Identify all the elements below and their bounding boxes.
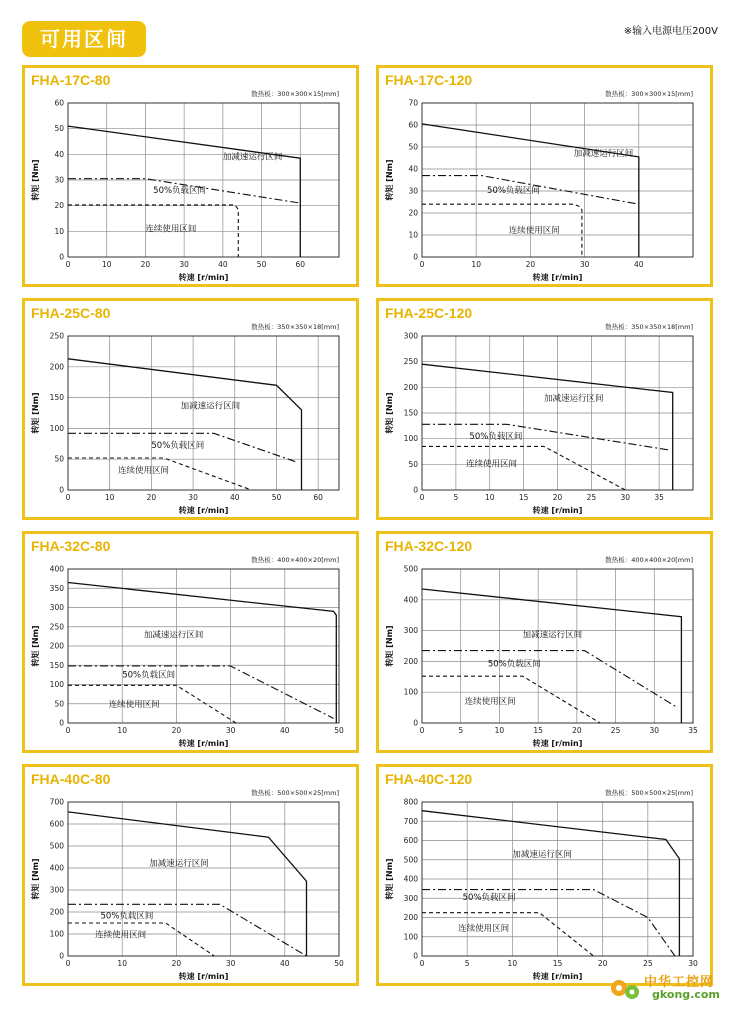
x-tick-label: 0: [419, 260, 425, 269]
y-tick-label: 0: [413, 951, 418, 961]
x-tick-label: 20: [171, 959, 182, 968]
chart-title: FHA-17C-80: [31, 72, 111, 88]
x-tick-label: 50: [334, 726, 344, 735]
region-label: 50%负载区间: [100, 911, 154, 922]
chart-panel: [376, 298, 713, 520]
y-tick-label: 50: [54, 699, 64, 709]
chart-panel: [22, 298, 359, 520]
x-tick-label: 20: [572, 726, 582, 735]
region-label: 加减速运行区间: [522, 630, 583, 641]
y-tick-label: 200: [49, 641, 64, 651]
region-curve-dashed: [422, 913, 594, 956]
chart-svg: [25, 534, 356, 750]
x-tick-label: 0: [65, 493, 71, 502]
x-tick-label: 20: [171, 726, 182, 735]
y-tick-label: 30: [54, 175, 64, 185]
y-axis-label: 转矩 [Nm]: [385, 858, 394, 900]
region-label: 加减速运行区间: [573, 148, 634, 159]
x-tick-label: 10: [117, 959, 127, 968]
x-tick-label: 5: [464, 959, 470, 968]
x-tick-label: 30: [225, 959, 236, 968]
x-tick-label: 10: [117, 726, 127, 735]
heatsink-note: 散热板：400×400×20[mm]: [251, 556, 339, 564]
region-label: 加减速运行区间: [180, 401, 241, 412]
watermark-name: 中华工控网: [644, 975, 715, 990]
y-tick-label: 300: [49, 885, 64, 895]
heatsink-note: 散热板：350×350×18[mm]: [605, 323, 693, 331]
x-tick-label: 0: [419, 959, 425, 968]
y-axis-label: 转矩 [Nm]: [385, 625, 394, 667]
chart-panel: [22, 65, 359, 287]
x-tick-label: 5: [453, 493, 459, 502]
x-tick-label: 30: [649, 726, 660, 735]
y-tick-label: 150: [49, 393, 64, 403]
x-tick-label: 40: [280, 959, 290, 968]
x-tick-label: 15: [552, 959, 563, 968]
x-tick-label: 30: [620, 493, 631, 502]
y-tick-label: 100: [49, 680, 64, 689]
y-axis-label: 转矩 [Nm]: [385, 159, 394, 201]
x-tick-label: 40: [218, 260, 228, 269]
chart-title: FHA-32C-120: [385, 538, 473, 554]
heatsink-note: 散热板：500×500×25[mm]: [605, 789, 693, 797]
y-tick-label: 400: [403, 595, 418, 605]
y-axis-label: 转矩 [Nm]: [31, 392, 40, 434]
region-label: 加减速运行区间: [143, 630, 204, 641]
x-tick-label: 50: [334, 959, 344, 968]
x-axis-label: 转速 [r/min]: [532, 506, 583, 515]
x-tick-label: 30: [688, 959, 698, 968]
x-tick-label: 10: [471, 260, 481, 269]
region-label: 连续使用区间: [145, 224, 197, 235]
region-label: 连续使用区间: [466, 459, 518, 470]
heatsink-note: 散热板：500×500×25[mm]: [251, 789, 339, 797]
chart-svg: [379, 534, 710, 750]
x-tick-label: 10: [507, 959, 518, 968]
x-tick-label: 5: [458, 726, 464, 735]
x-tick-label: 35: [654, 493, 664, 502]
x-axis-label: 转速 [r/min]: [532, 739, 583, 748]
y-tick-label: 60: [54, 98, 64, 108]
y-tick-label: 300: [403, 331, 418, 341]
heatsink-note: 散热板：350×350×18[mm]: [251, 323, 339, 331]
x-tick-label: 25: [586, 493, 597, 502]
y-tick-label: 0: [59, 485, 64, 495]
x-axis-label: 转速 [r/min]: [178, 506, 229, 515]
y-tick-label: 10: [408, 230, 418, 240]
y-tick-label: 800: [403, 797, 418, 807]
y-tick-label: 50: [54, 124, 64, 134]
region-label: 连续使用区间: [464, 696, 516, 707]
y-tick-label: 40: [54, 149, 64, 159]
region-curve-dashdot: [422, 651, 678, 708]
chart-title: FHA-25C-120: [385, 305, 473, 321]
y-tick-label: 0: [413, 718, 418, 728]
region-label: 连续使用区间: [108, 699, 160, 710]
x-tick-label: 0: [419, 493, 425, 502]
x-tick-label: 30: [579, 260, 590, 269]
x-tick-label: 30: [188, 493, 198, 502]
plot-frame: [68, 336, 339, 490]
heatsink-note: 散热板：400×400×20[mm]: [605, 556, 693, 564]
y-tick-label: 40: [408, 164, 418, 174]
y-tick-label: 30: [408, 186, 418, 196]
chart-svg: [379, 301, 710, 517]
region-label: 加减速运行区间: [543, 394, 604, 405]
y-tick-label: 600: [49, 819, 64, 829]
chart-svg: [25, 767, 356, 983]
chart-svg: [379, 767, 710, 983]
plot-frame: [422, 569, 693, 723]
region-label: 连续使用区间: [458, 923, 510, 934]
x-tick-label: 25: [610, 726, 621, 735]
chart-svg: [25, 68, 356, 284]
y-tick-label: 0: [59, 252, 64, 262]
y-tick-label: 100: [403, 434, 418, 444]
region-label: 50%负载区间: [462, 893, 516, 904]
x-tick-label: 10: [104, 493, 115, 502]
x-axis-label: 转速 [r/min]: [178, 739, 229, 748]
y-tick-label: 500: [403, 855, 418, 865]
y-tick-label: 0: [59, 951, 64, 961]
x-tick-label: 0: [65, 260, 71, 269]
y-tick-label: 100: [403, 687, 418, 697]
x-tick-label: 40: [634, 260, 644, 269]
x-axis-label: 转速 [r/min]: [532, 972, 583, 981]
y-tick-label: 50: [408, 459, 418, 469]
y-tick-label: 0: [413, 485, 418, 495]
x-tick-label: 60: [295, 260, 306, 269]
region-label: 加减速运行区间: [222, 152, 283, 163]
x-axis-label: 转速 [r/min]: [178, 273, 229, 282]
chart-svg: [379, 68, 710, 284]
x-tick-label: 20: [552, 493, 563, 502]
chart-panel: [22, 764, 359, 986]
watermark: [608, 971, 740, 1005]
region-label: 加减速运行区间: [149, 859, 209, 870]
chart-panel: [22, 531, 359, 753]
x-tick-label: 25: [643, 959, 653, 968]
x-tick-label: 0: [65, 726, 71, 735]
y-tick-label: 500: [49, 841, 64, 851]
region-label: 加减速运行区间: [512, 849, 572, 860]
y-tick-label: 100: [49, 929, 64, 939]
y-tick-label: 300: [403, 626, 418, 636]
x-tick-label: 30: [179, 260, 189, 269]
y-tick-label: 500: [403, 564, 418, 574]
x-tick-label: 10: [101, 260, 112, 269]
chart-title: FHA-25C-80: [31, 305, 111, 321]
x-axis-label: 转速 [r/min]: [532, 273, 583, 282]
chart-title: FHA-40C-120: [385, 771, 473, 787]
chart-panel: [376, 764, 713, 986]
region-label: 50%负载区间: [153, 185, 207, 196]
region-label: 50%负载区间: [487, 186, 540, 197]
region-curve-solid: [422, 811, 679, 956]
y-tick-label: 50: [54, 454, 64, 464]
region-label: 连续使用区间: [95, 930, 147, 941]
y-tick-label: 70: [408, 98, 418, 108]
y-tick-label: 400: [49, 564, 64, 574]
region-label: 50%负载区间: [151, 441, 205, 452]
x-tick-label: 20: [525, 260, 536, 269]
y-tick-label: 100: [49, 423, 64, 433]
y-tick-label: 200: [403, 382, 418, 392]
y-tick-label: 200: [49, 362, 64, 372]
region-curve-dashdot: [422, 890, 675, 956]
x-tick-label: 30: [225, 726, 236, 735]
x-tick-label: 15: [533, 726, 543, 735]
y-tick-label: 300: [49, 603, 64, 612]
y-tick-label: 20: [408, 208, 418, 218]
x-axis-label: 转速 [r/min]: [178, 972, 229, 981]
y-axis-label: 转矩 [Nm]: [31, 159, 40, 201]
y-tick-label: 700: [49, 797, 64, 807]
voltage-note: ※输入电源电压200V: [623, 26, 718, 37]
y-tick-label: 350: [49, 583, 64, 593]
x-tick-label: 0: [65, 959, 71, 968]
y-axis-label: 转矩 [Nm]: [31, 858, 40, 900]
x-tick-label: 20: [146, 493, 157, 502]
x-tick-label: 40: [280, 726, 290, 735]
x-tick-label: 60: [313, 493, 323, 502]
gear-icon: [608, 973, 642, 1003]
x-tick-label: 15: [518, 493, 529, 502]
y-tick-label: 200: [403, 913, 418, 922]
y-tick-label: 150: [49, 660, 64, 670]
x-tick-label: 50: [256, 260, 267, 269]
y-tick-label: 200: [403, 656, 418, 666]
y-tick-label: 400: [49, 863, 64, 873]
y-tick-label: 0: [413, 252, 418, 262]
y-tick-label: 10: [54, 226, 64, 236]
y-tick-label: 60: [408, 120, 418, 130]
chart-title: FHA-32C-80: [31, 538, 111, 554]
chart-panel: [376, 65, 713, 287]
x-tick-label: 20: [140, 260, 151, 269]
chart-title: FHA-40C-80: [31, 771, 111, 787]
x-tick-label: 0: [419, 726, 425, 735]
y-tick-label: 300: [403, 893, 418, 903]
x-tick-label: 50: [271, 493, 282, 502]
heatsink-note: 散热板：300×300×15[mm]: [251, 90, 339, 98]
watermark-url: gkong.com: [652, 988, 720, 1001]
y-tick-label: 250: [403, 357, 418, 367]
heatsink-note: 散热板：300×300×15[mm]: [605, 90, 693, 98]
x-tick-label: 35: [688, 726, 698, 735]
y-tick-label: 100: [403, 932, 418, 942]
y-tick-label: 150: [403, 408, 418, 418]
region-curve-solid: [68, 359, 302, 490]
region-curve-solid: [422, 364, 673, 490]
y-tick-label: 400: [403, 874, 418, 884]
chart-panel: [376, 531, 713, 753]
region-label: 连续使用区间: [508, 225, 560, 236]
y-tick-label: 50: [408, 142, 418, 152]
y-tick-label: 700: [403, 816, 418, 826]
y-tick-label: 250: [49, 622, 64, 632]
region-label: 50%负载区间: [469, 432, 523, 443]
chart-svg: [25, 301, 356, 517]
y-tick-label: 0: [59, 718, 64, 728]
y-tick-label: 20: [54, 201, 64, 211]
region-label: 50%负载区间: [122, 670, 176, 681]
y-tick-label: 600: [403, 836, 418, 845]
x-tick-label: 20: [597, 959, 608, 968]
y-tick-label: 200: [49, 907, 64, 917]
y-axis-label: 转矩 [Nm]: [385, 392, 394, 434]
x-tick-label: 10: [494, 726, 505, 735]
y-tick-label: 250: [49, 331, 64, 341]
y-axis-label: 转矩 [Nm]: [31, 625, 40, 667]
page-title: 可用区间: [22, 21, 146, 57]
x-tick-label: 40: [229, 493, 240, 502]
region-curve-dashdot: [68, 666, 334, 718]
chart-title: FHA-17C-120: [385, 72, 473, 88]
x-tick-label: 10: [484, 493, 495, 502]
region-label: 50%负载区间: [487, 659, 541, 670]
region-label: 连续使用区间: [118, 465, 170, 476]
